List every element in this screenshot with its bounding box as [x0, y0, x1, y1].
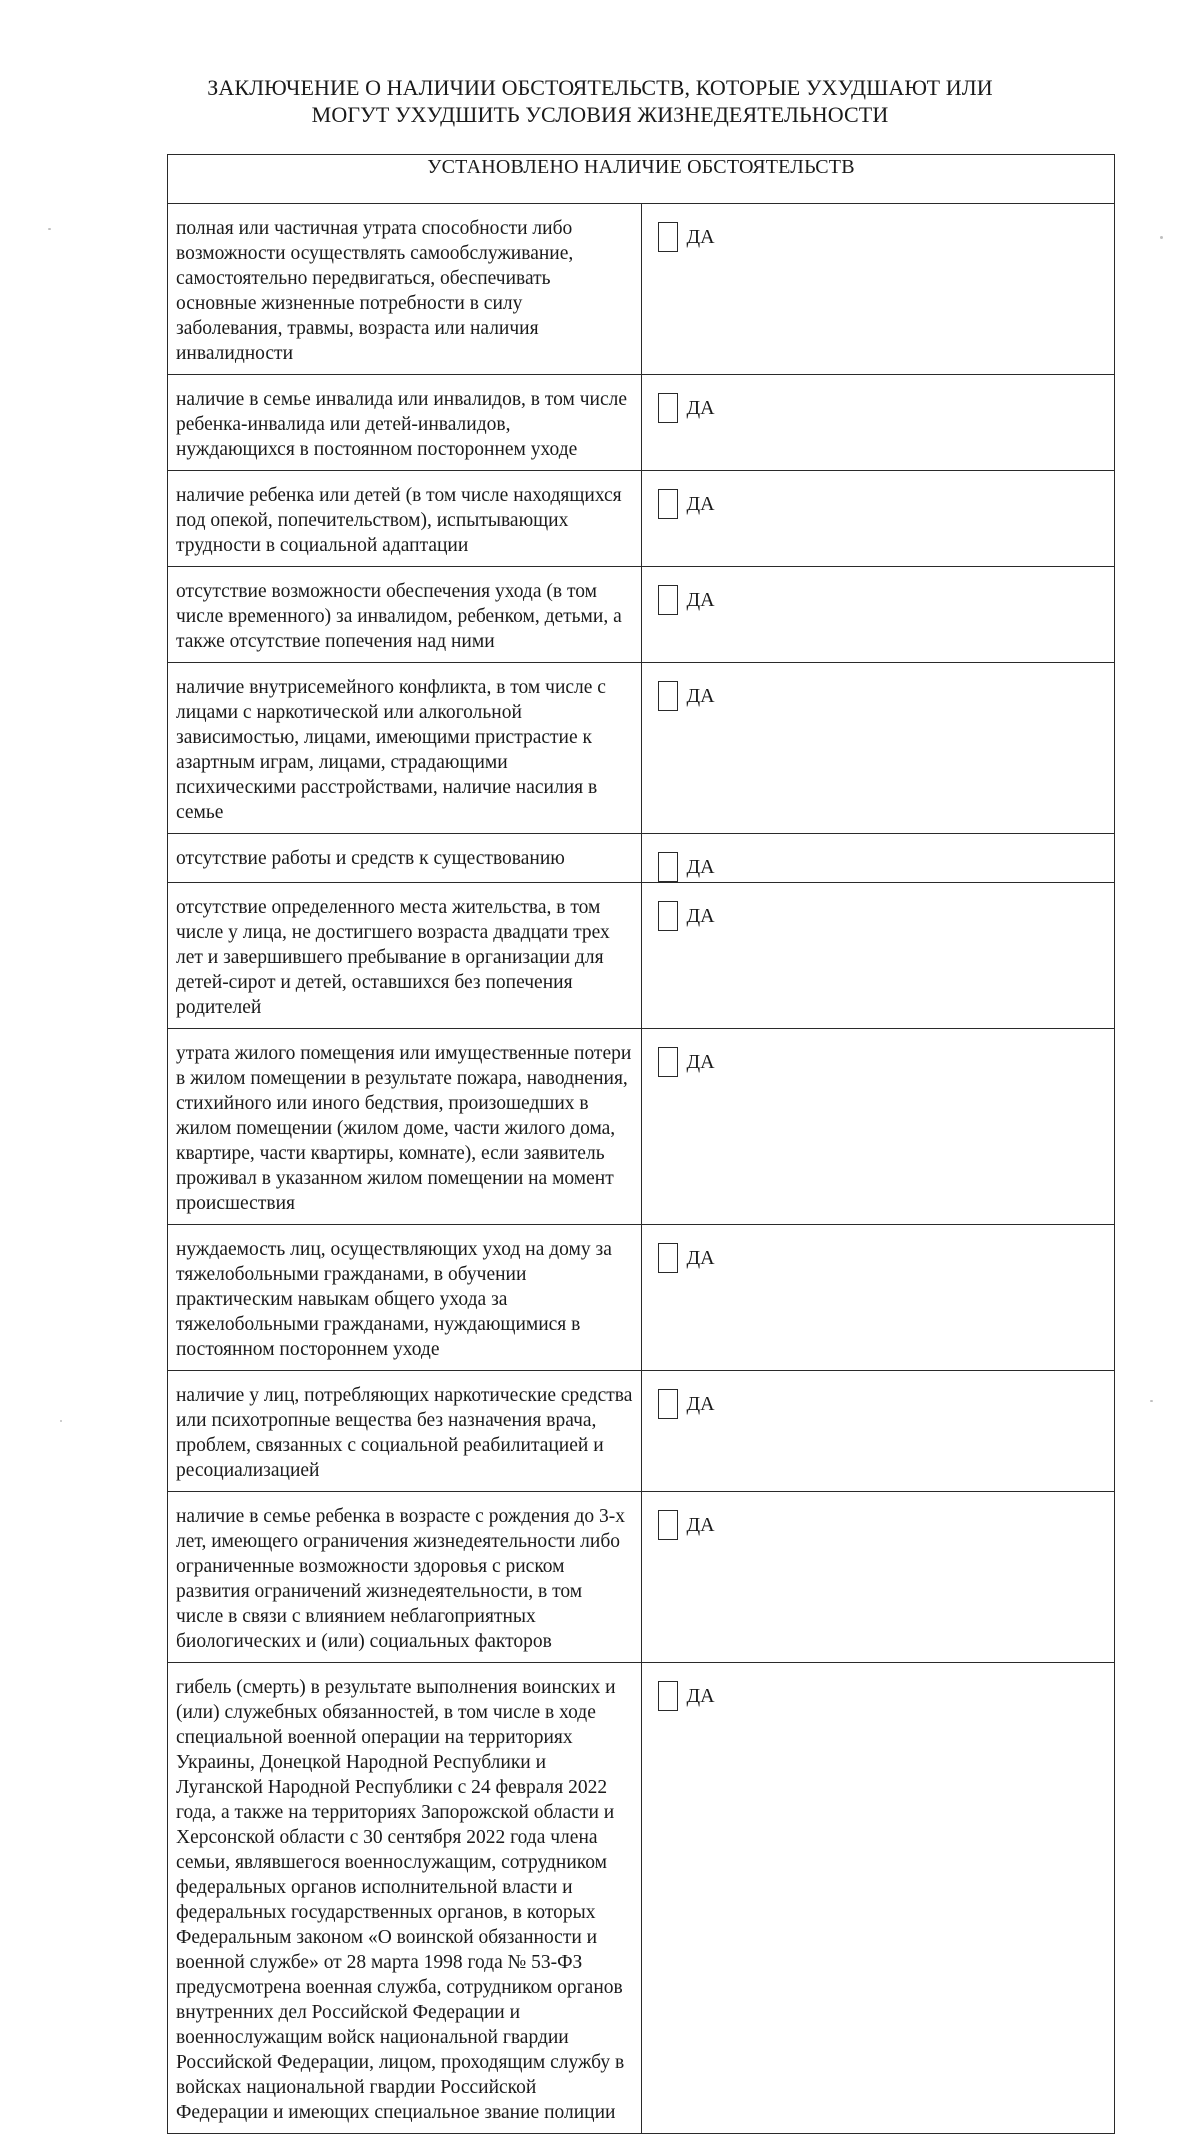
condition-text: наличие внутрисемейного конфликта, в том числе с лицами с наркотической или алкогольной зависимостью, лицами, имеющими пристрастие к азартным играм, лицами, страдающими психическими расстройствами, наличие насилия в семье: [168, 663, 642, 834]
yes-checkbox[interactable]: [658, 1681, 678, 1711]
condition-checkbox-cell: [641, 1029, 1115, 1225]
condition-row: [168, 471, 1115, 567]
condition-row: [168, 834, 1115, 883]
yes-label: ДА: [686, 1513, 715, 1536]
conditions-list: [168, 204, 1115, 2134]
yes-label: ДА: [686, 588, 715, 611]
scan-speck: [1160, 236, 1163, 239]
condition-checkbox-cell: [641, 1225, 1115, 1371]
yes-label: ДА: [686, 1050, 715, 1073]
condition-text: полная или частичная утрата способности либо возможности осуществлять самообслуживание, самостоятельно передвигаться, обеспечивать основные жизненные потребности в силу заболевания, травмы, возраста или наличия инвалидности: [168, 204, 642, 375]
condition-row: [168, 1029, 1115, 1225]
yes-checkbox[interactable]: [658, 1047, 678, 1077]
condition-checkbox-cell: [641, 1492, 1115, 1663]
document-title-line-1: ЗАКЛЮЧЕНИЕ О НАЛИЧИИ ОБСТОЯТЕЛЬСТВ, КОТОРЫЕ УХУДШАЮТ ИЛИ: [207, 75, 993, 100]
circumstances-table: [167, 154, 1115, 2134]
yes-label: ДА: [686, 1246, 715, 1269]
condition-text: наличие в семье инвалида или инвалидов, в том числе ребенка-инвалида или детей-инвалидов, нуждающихся в постоянном постороннем уходе: [168, 375, 642, 471]
condition-checkbox-cell: [641, 883, 1115, 1029]
condition-row: [168, 1371, 1115, 1492]
scan-speck: [1150, 1400, 1153, 1402]
condition-checkbox-cell: [641, 375, 1115, 471]
condition-text: отсутствие возможности обеспечения ухода (в том числе временного) за инвалидом, ребенком, детьми, а также отсутствие попечения над ними: [168, 567, 642, 663]
condition-text: отсутствие определенного места жительства, в том числе у лица, не достигшего возраста двадцати трех лет и завершившего пребывание в организации для детей-сирот и детей, оставшихся без попечения родителей: [168, 883, 642, 1029]
condition-text: нуждаемость лиц, осуществляющих уход на дому за тяжелобольными гражданами, в обучении практическим навыкам общего ухода за тяжелобольными гражданами, нуждающимися в постоянном постороннем уходе: [168, 1225, 642, 1371]
condition-row: [168, 1492, 1115, 1663]
yes-label: ДА: [686, 225, 715, 248]
condition-checkbox-cell: [641, 1663, 1115, 2134]
condition-row: [168, 1663, 1115, 2134]
yes-label: ДА: [686, 1684, 715, 1707]
condition-checkbox-cell: [641, 567, 1115, 663]
condition-checkbox-cell: [641, 204, 1115, 375]
condition-text: гибель (смерть) в результате выполнения воинских и (или) служебных обязанностей, в том числе в ходе специальной военной операции на территориях Украины, Донецкой Народной Республики и Луганской Народной Республики с 24 февраля 2022 года, а также на территориях Запорожской области и Херсонской области с 30 сентября 2022 года члена семьи, являвшегося военнослужащим, сотрудником федеральных органов исполнительной власти и федеральных государственных органов, в которых Федеральным законом «О воинской обязанности и военной службе» от 28 марта 1998 года № 53-ФЗ предусмотрена военная служба, сотрудником органов внутренних дел Российской Федерации и военнослужащим войск национальной гвардии Российской Федерации, лицом, проходящим службу в войсках национальной гвардии Российской Федерации и имеющих специальное звание полиции: [168, 1663, 642, 2134]
document-title-line-2: МОГУТ УХУДШИТЬ УСЛОВИЯ ЖИЗНЕДЕЯТЕЛЬНОСТИ: [311, 102, 889, 127]
yes-label: ДА: [686, 396, 715, 419]
yes-checkbox[interactable]: [658, 901, 678, 931]
yes-label: ДА: [686, 904, 715, 927]
yes-checkbox[interactable]: [658, 585, 678, 615]
condition-row: [168, 567, 1115, 663]
yes-checkbox[interactable]: [658, 1510, 678, 1540]
table-header-row: [168, 155, 1115, 204]
yes-checkbox[interactable]: [658, 852, 678, 882]
yes-checkbox[interactable]: [658, 681, 678, 711]
scan-speck: [60, 1420, 62, 1422]
document-title: [150, 74, 1050, 128]
condition-checkbox-cell: [641, 1371, 1115, 1492]
yes-checkbox[interactable]: [658, 489, 678, 519]
condition-text: наличие у лиц, потребляющих наркотические средства или психотропные вещества без назначения врача, проблем, связанных с социальной реабилитацией и ресоциализацией: [168, 1371, 642, 1492]
condition-row: [168, 663, 1115, 834]
condition-text: наличие ребенка или детей (в том числе находящихся под опекой, попечительством), испытывающих трудности в социальной адаптации: [168, 471, 642, 567]
condition-checkbox-cell: [641, 834, 1115, 883]
table-header: УСТАНОВЛЕНО НАЛИЧИЕ ОБСТОЯТЕЛЬСТВ: [168, 155, 1115, 204]
condition-text: отсутствие работы и средств к существованию: [168, 834, 642, 883]
yes-checkbox[interactable]: [658, 222, 678, 252]
condition-row: [168, 1225, 1115, 1371]
scan-speck: [48, 228, 51, 230]
condition-checkbox-cell: [641, 663, 1115, 834]
yes-checkbox[interactable]: [658, 1243, 678, 1273]
condition-text: утрата жилого помещения или имущественные потери в жилом помещении в результате пожара, наводнения, стихийного или иного бедствия, произошедших в жилом помещении (жилом доме, части жилого дома, квартире, части квартиры, комнате), если заявитель проживал в указанном жилом помещении на момент происшествия: [168, 1029, 642, 1225]
condition-text: наличие в семье ребенка в возрасте с рождения до 3-х лет, имеющего ограничения жизнедеятельности либо ограниченные возможности здоровья с риском развития ограничений жизнедеятельности, в том числе в связи с влиянием неблагоприятных биологических и (или) социальных факторов: [168, 1492, 642, 1663]
yes-label: ДА: [686, 492, 715, 515]
yes-label: ДА: [686, 1392, 715, 1415]
condition-row: [168, 375, 1115, 471]
condition-row: [168, 883, 1115, 1029]
condition-checkbox-cell: [641, 471, 1115, 567]
yes-label: ДА: [686, 684, 715, 707]
yes-checkbox[interactable]: [658, 1389, 678, 1419]
condition-row: [168, 204, 1115, 375]
yes-label: ДА: [686, 855, 715, 878]
yes-checkbox[interactable]: [658, 393, 678, 423]
